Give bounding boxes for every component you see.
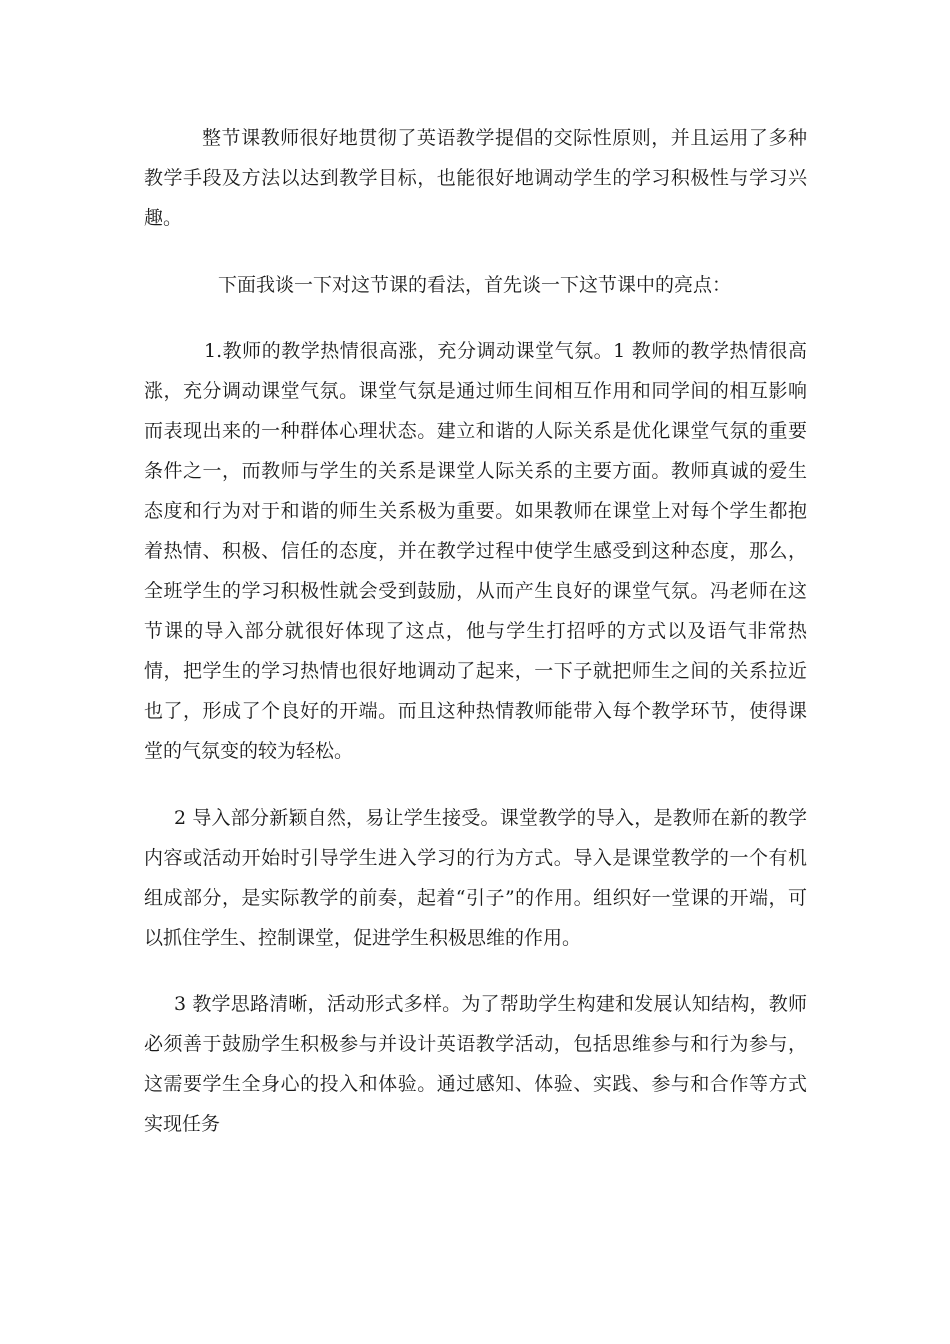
paragraph-point-1: 1.教师的教学热情很高涨，充分调动课堂气氛。1 教师的教学热情很高涨，充分调动课堂气氛。课堂气氛是通过师生间相互作用和同学间的相互影响而表现出来的一种群体心理状态。建立和谐的人际关系是优化课堂气氛的重要条件之一，而教师与学生的关系是课堂人际关系的主要方面。教师真诚的爱生态度和行为对于和谐的师生关系极为重要。如果教师在课堂上对每个学生都抱着热情、积极、信任的态度，并在教学过程中使学生感受到这种态度，那么，全班学生的学习积极性就会受到鼓励，从而产生良好的课堂气氛。冯老师在这节课的导入部分就很好体现了这点，他与学生打招呼的方式以及语气非常热情，把学生的学习热情也很好地调动了起来，一下子就把师生之间的关系拉近也了，形成了个良好的开端。而且这种热情教师能带入每个教学环节，使得课堂的气氛变的较为轻松。 <box>144 340 807 762</box>
paragraph-intro: 下面我谈一下对这节课的看法，首先谈一下这节课中的亮点： <box>218 274 732 296</box>
paragraph-point-3: 3 教学思路清晰，活动形式多样。为了帮助学生构建和发展认知结构，教师必须善于鼓励学生积极参与并设计英语教学活动，包括思维参与和行为参与，这需要学生全身心的投入和体验。通过感知、体验、实践、参与和合作等方式实现任务 <box>144 993 807 1135</box>
paragraph-point-2: 2 导入部分新颖自然，易让学生接受。课堂教学的导入，是教师在新的教学内容或活动开始时引导学生进入学习的行为方式。导入是课堂教学的一个有机组成部分，是实际教学的前奏，起着“引子”的作用。组织好一堂课的开端，可以抓住学生、控制课堂，促进学生积极思维的作用。 <box>144 807 807 949</box>
document-body <box>144 118 807 1144</box>
paragraph-summary: 整节课教师很好地贯彻了英语教学提倡的交际性原则，并且运用了多种教学手段及方法以达到教学目标，也能很好地调动学生的学习积极性与学习兴趣。 <box>144 127 807 229</box>
